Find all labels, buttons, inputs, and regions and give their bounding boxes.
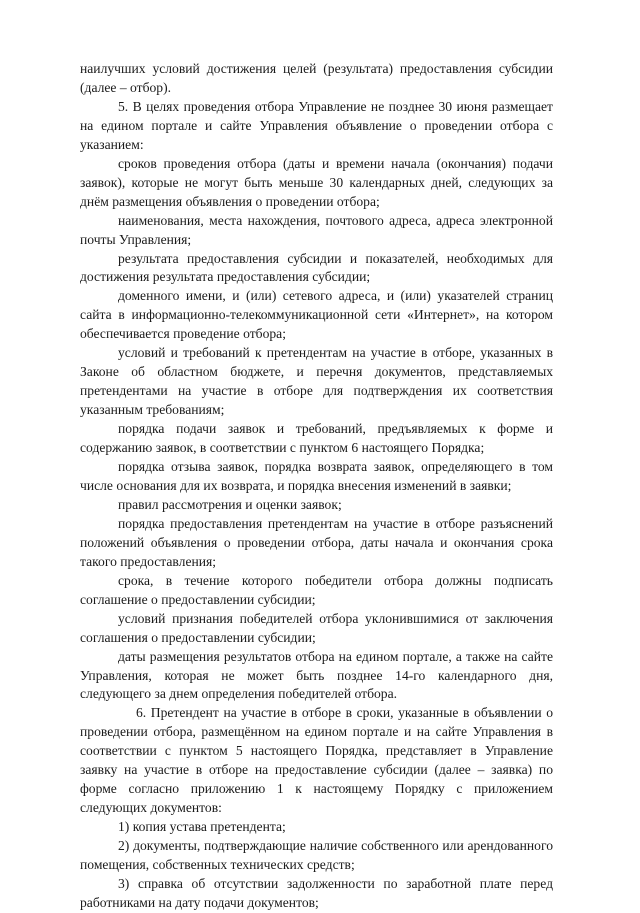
paragraph: 1) копия устава претендента; <box>118 819 286 835</box>
document-body <box>80 60 553 913</box>
paragraph: срока, в течение которого победители отбора должны подписать соглашение о предоставлении субсидии; <box>80 572 553 607</box>
paragraph: порядка предоставления претендентам на участие в отборе разъяснений положений объявления о проведении отбора, даты начала и окончания срока такого предоставления; <box>80 515 553 569</box>
paragraph: 5. В целях проведения отбора Управление не позднее 30 июня размещает на едином портале и сайте Управления объявление о проведении отбора с указанием: <box>80 98 553 152</box>
paragraph: 3) справка об отсутствии задолженности по заработной плате перед работниками на дату подачи документов; <box>80 875 553 910</box>
paragraph: 6. Претендент на участие в отборе в сроки, указанные в объявлении о проведении отбора, размещённом на едином портале и на сайте Управления в соответствии с пунктом 5 настоящего Порядка, представляет в Управление заявку на участие в отборе на предоставление субсидии (далее – заявка) по форме согласно приложению 1 к настоящему Порядку с приложением следующих документов: <box>80 705 553 816</box>
paragraph: 2) документы, подтверждающие наличие собственного или арендованного помещения, собственных технических средств; <box>80 838 553 873</box>
paragraph: даты размещения результатов отбора на едином портале, а также на сайте Управления, которая не может быть позднее 14-го календарного дня, следующего за днем определения победителей отбора. <box>80 648 553 702</box>
paragraph: результата предоставления субсидии и показателей, необходимых для достижения результата предоставления субсидии; <box>80 250 553 285</box>
paragraph: правил рассмотрения и оценки заявок; <box>118 496 342 512</box>
paragraph: порядка отзыва заявок, порядка возврата заявок, определяющего в том числе основания для их возврата, и порядка внесения изменений в заявки; <box>80 459 553 493</box>
paragraph: условий признания победителей отбора уклонившимися от заключения соглашения о предоставлении субсидии; <box>80 610 553 645</box>
paragraph: порядка подачи заявок и требований, предъявляемых к форме и содержанию заявок, в соответствии с пунктом 6 настоящего Порядка; <box>80 421 553 456</box>
paragraph: сроков проведения отбора (даты и времени начала (окончания) подачи заявок), которые не могут быть меньше 30 календарных дней, следующих за днём размещения объявления о проведении отбора; <box>80 155 553 209</box>
paragraph: наилучших условий достижения целей (результата) предоставления субсидии (далее – отбор). <box>80 61 553 95</box>
paragraph: условий и требований к претендентам на участие в отборе, указанных в Законе об областном бюджете, и перечня документов, представляемых претендентами на участие в отборе для подтверждения их соответствия указанным требованиям; <box>80 345 553 418</box>
paragraph: доменного имени, и (или) сетевого адреса, и (или) указателей страниц сайта в информационно-телекоммуникационной сети «Интернет», на котором обеспечивается проведение отбора; <box>80 288 553 342</box>
paragraph: наименования, места нахождения, почтового адреса, адреса электронной почты Управления; <box>80 212 553 247</box>
